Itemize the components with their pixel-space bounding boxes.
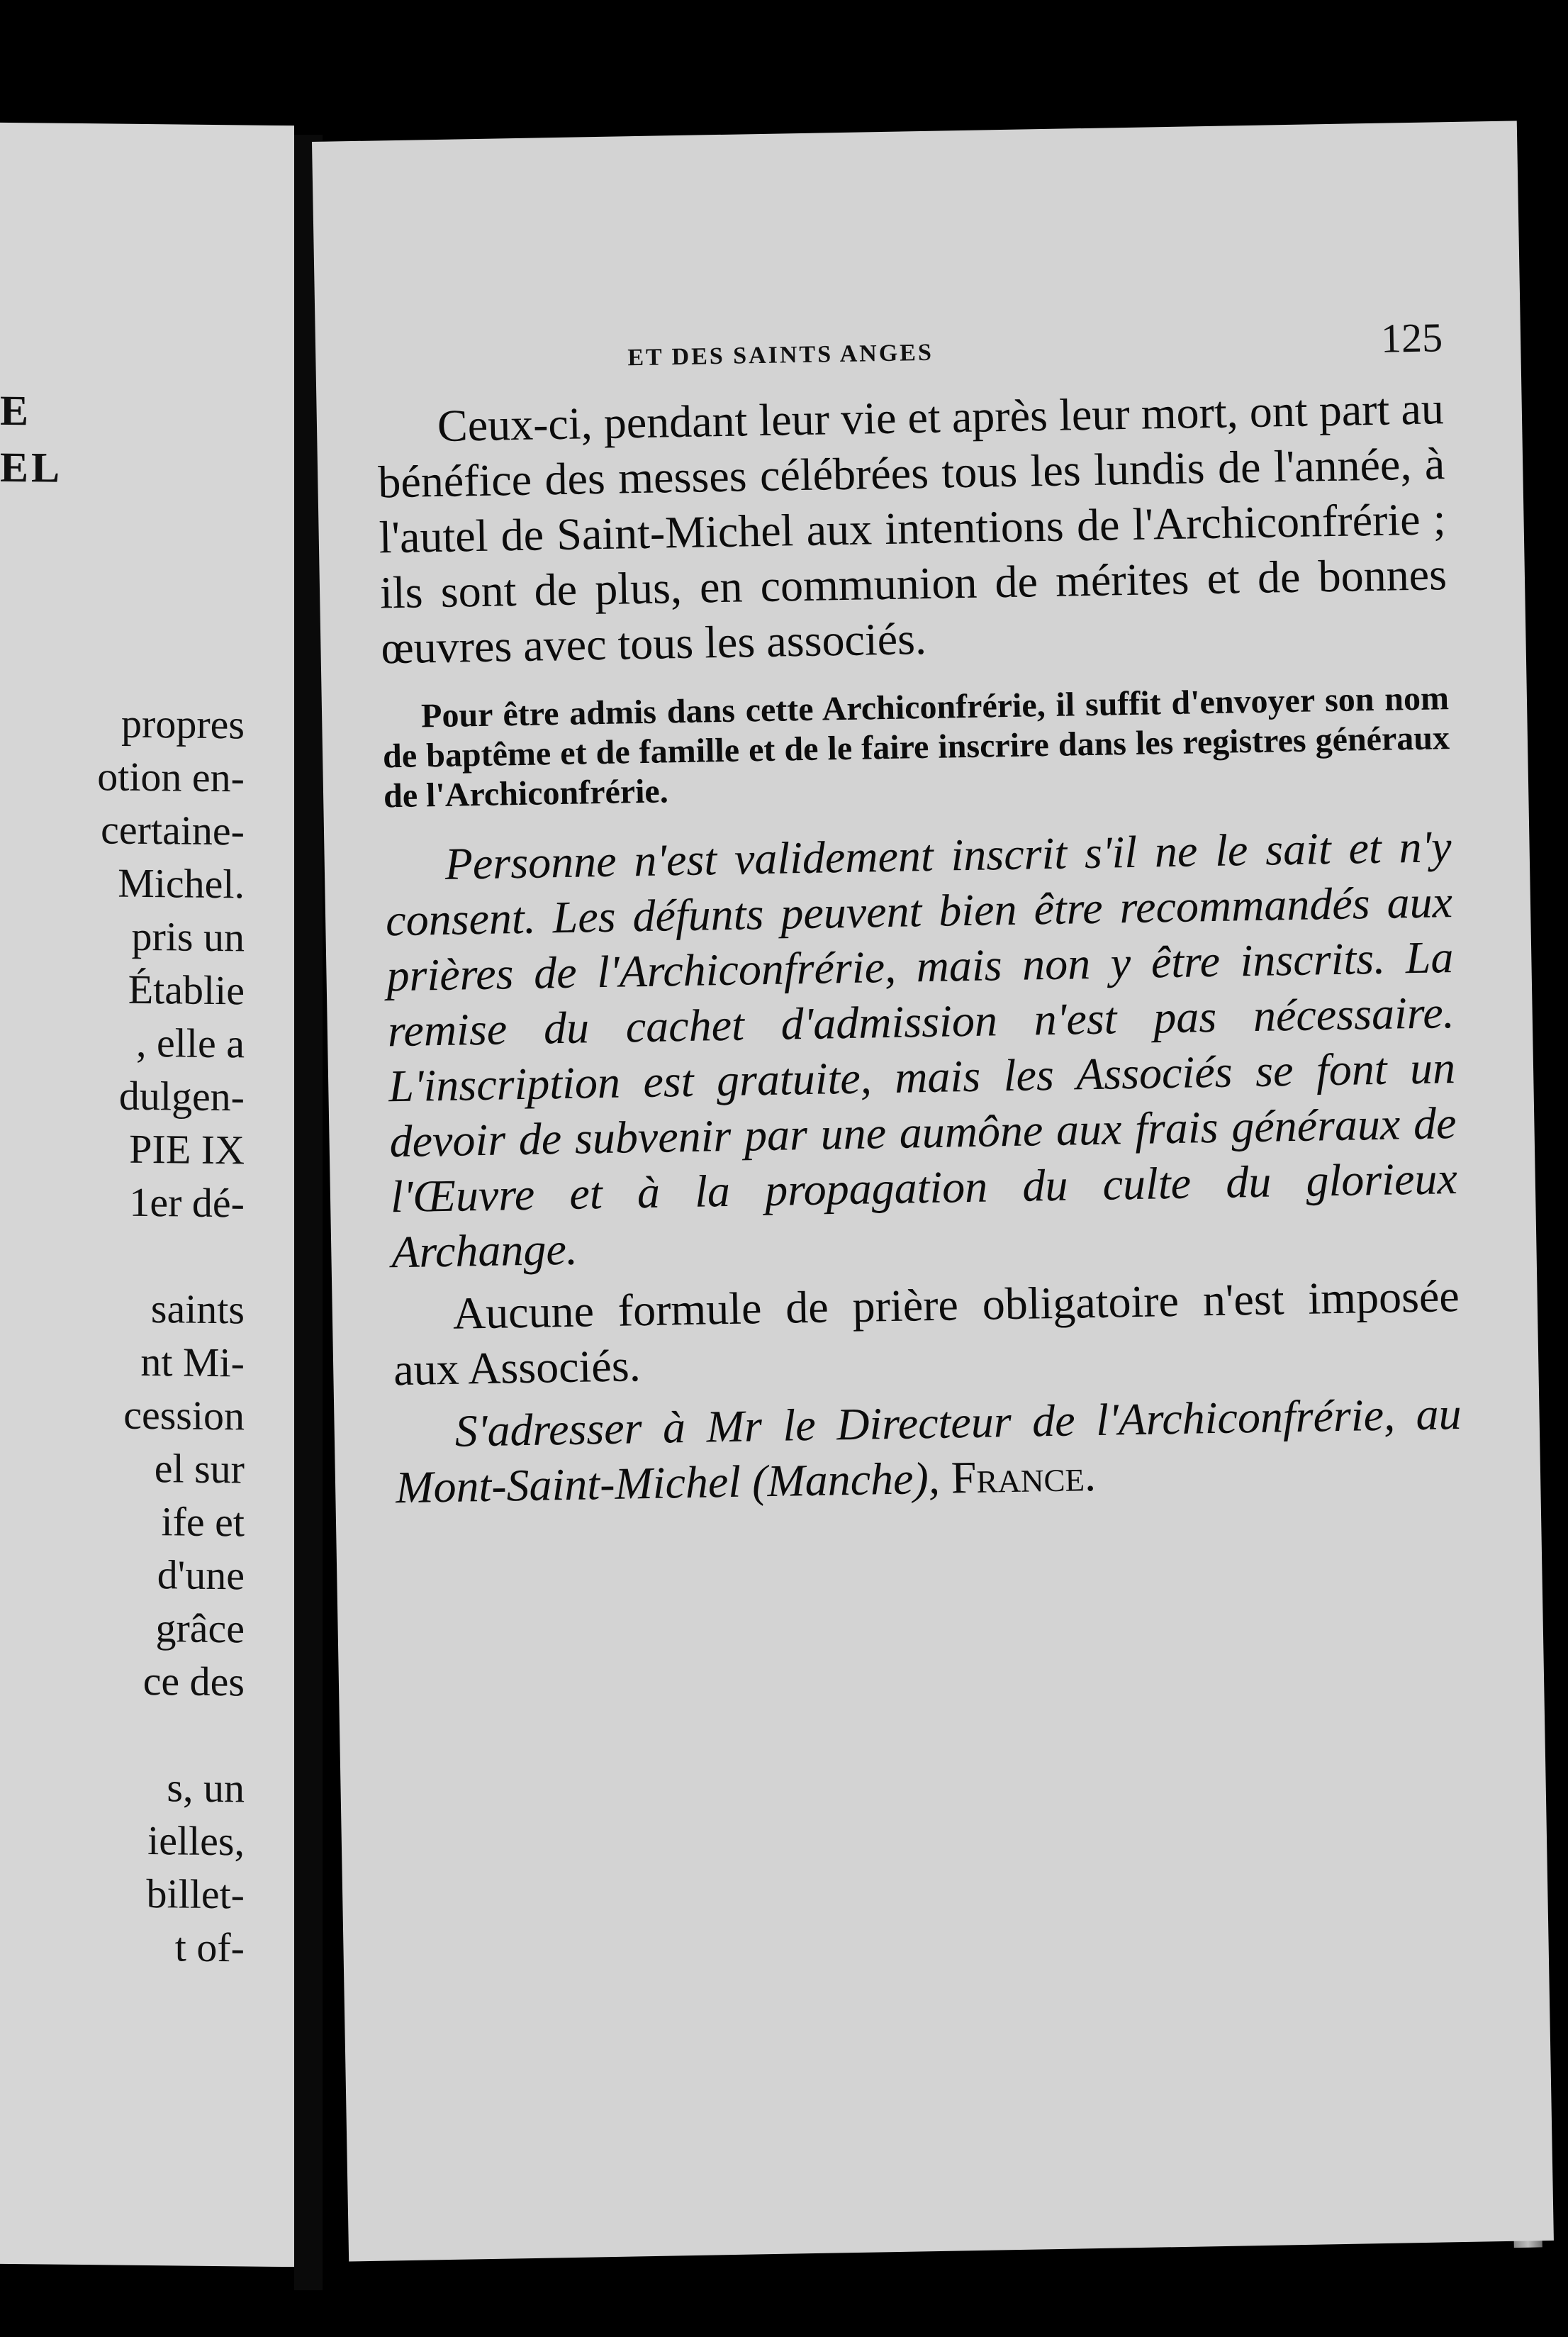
address-text: S'adresser à Mr le Directeur de l'Archiconfrérie, au Mont-Saint-Michel (Manche), bbox=[395, 1388, 1462, 1513]
left-page-line: Michel. bbox=[118, 859, 245, 908]
left-page-line: otion en- bbox=[97, 753, 245, 801]
left-page-line: propres bbox=[121, 700, 245, 748]
left-page-line: nt Mi- bbox=[140, 1338, 245, 1386]
left-page-line: ce des bbox=[142, 1657, 245, 1705]
left-page-line: 1er dé- bbox=[129, 1178, 245, 1227]
paragraph-4: Aucune formule de prière obligatoire n'est imposée aux Associés. bbox=[393, 1271, 1460, 1395]
left-page-line: grâce bbox=[155, 1605, 245, 1652]
left-page-line: d'une bbox=[157, 1551, 245, 1599]
paragraph-5 bbox=[394, 1386, 1462, 1515]
left-page-line: cession bbox=[123, 1391, 245, 1439]
page-header bbox=[599, 313, 1443, 376]
left-heading-line-2: EL bbox=[0, 443, 63, 491]
address-country: France. bbox=[951, 1449, 1097, 1503]
paragraph-2: Pour être admis dans cette Archiconfrérie, il suffit d'envoyer son nom de baptême et de famille et de le faire inscrire dans les registres généraux de l'Archiconfrérie. bbox=[382, 679, 1450, 815]
page-body bbox=[376, 381, 1462, 1515]
left-page-line: t of- bbox=[174, 1924, 245, 1971]
left-page-line bbox=[0, 1707, 245, 1710]
left-page-line bbox=[0, 1229, 245, 1232]
left-page-line: s, un bbox=[167, 1764, 245, 1812]
running-head: ET DES SAINTS ANGES bbox=[627, 339, 934, 372]
page-number: 125 bbox=[1380, 314, 1443, 362]
left-page-line: Établie bbox=[128, 966, 245, 1014]
paragraph-3: Personne n'est validement inscrit s'il ne le sait et n'y consent. Les défunts peuvent bien être recommandés aux prières de l'Archiconfrérie, mais non y être inscrits. La remise du cachet d'admission n'est pas nécessaire. L'inscription est gratuite, mais les Associés se font un devoir de subvenir par une aumône aux frais généraux de l'Œuvre et à la propagation du culte du glorieux Archange. bbox=[385, 821, 1458, 1278]
left-heading-line-1: E bbox=[0, 386, 32, 435]
left-page-line: ife et bbox=[161, 1498, 245, 1546]
left-page-text bbox=[0, 123, 294, 1971]
left-page-line: saints bbox=[150, 1285, 245, 1333]
paragraph-1: Ceux-ci, pendant leur vie et après leur mort, ont part au bénéfice des messes célébrées tous les lundis de l'année, à l'autel de Saint-Michel aux intentions de l'Archiconfrérie ; ils sont de plus, en communion de mérites et de bonnes œuvres avec tous les associés. bbox=[377, 383, 1447, 674]
left-page-line: el sur bbox=[154, 1445, 245, 1493]
left-page-line: , elle a bbox=[136, 1019, 245, 1067]
left-page-line: certaine- bbox=[101, 806, 245, 854]
left-page-line: PIE IX bbox=[129, 1125, 245, 1173]
left-page bbox=[0, 123, 294, 2267]
left-page-line: ielles, bbox=[147, 1817, 245, 1865]
left-page-line: pris un bbox=[131, 913, 245, 961]
left-page-line: billet- bbox=[146, 1870, 245, 1918]
left-page-line: dulgen- bbox=[118, 1072, 245, 1120]
right-page bbox=[312, 121, 1554, 2261]
